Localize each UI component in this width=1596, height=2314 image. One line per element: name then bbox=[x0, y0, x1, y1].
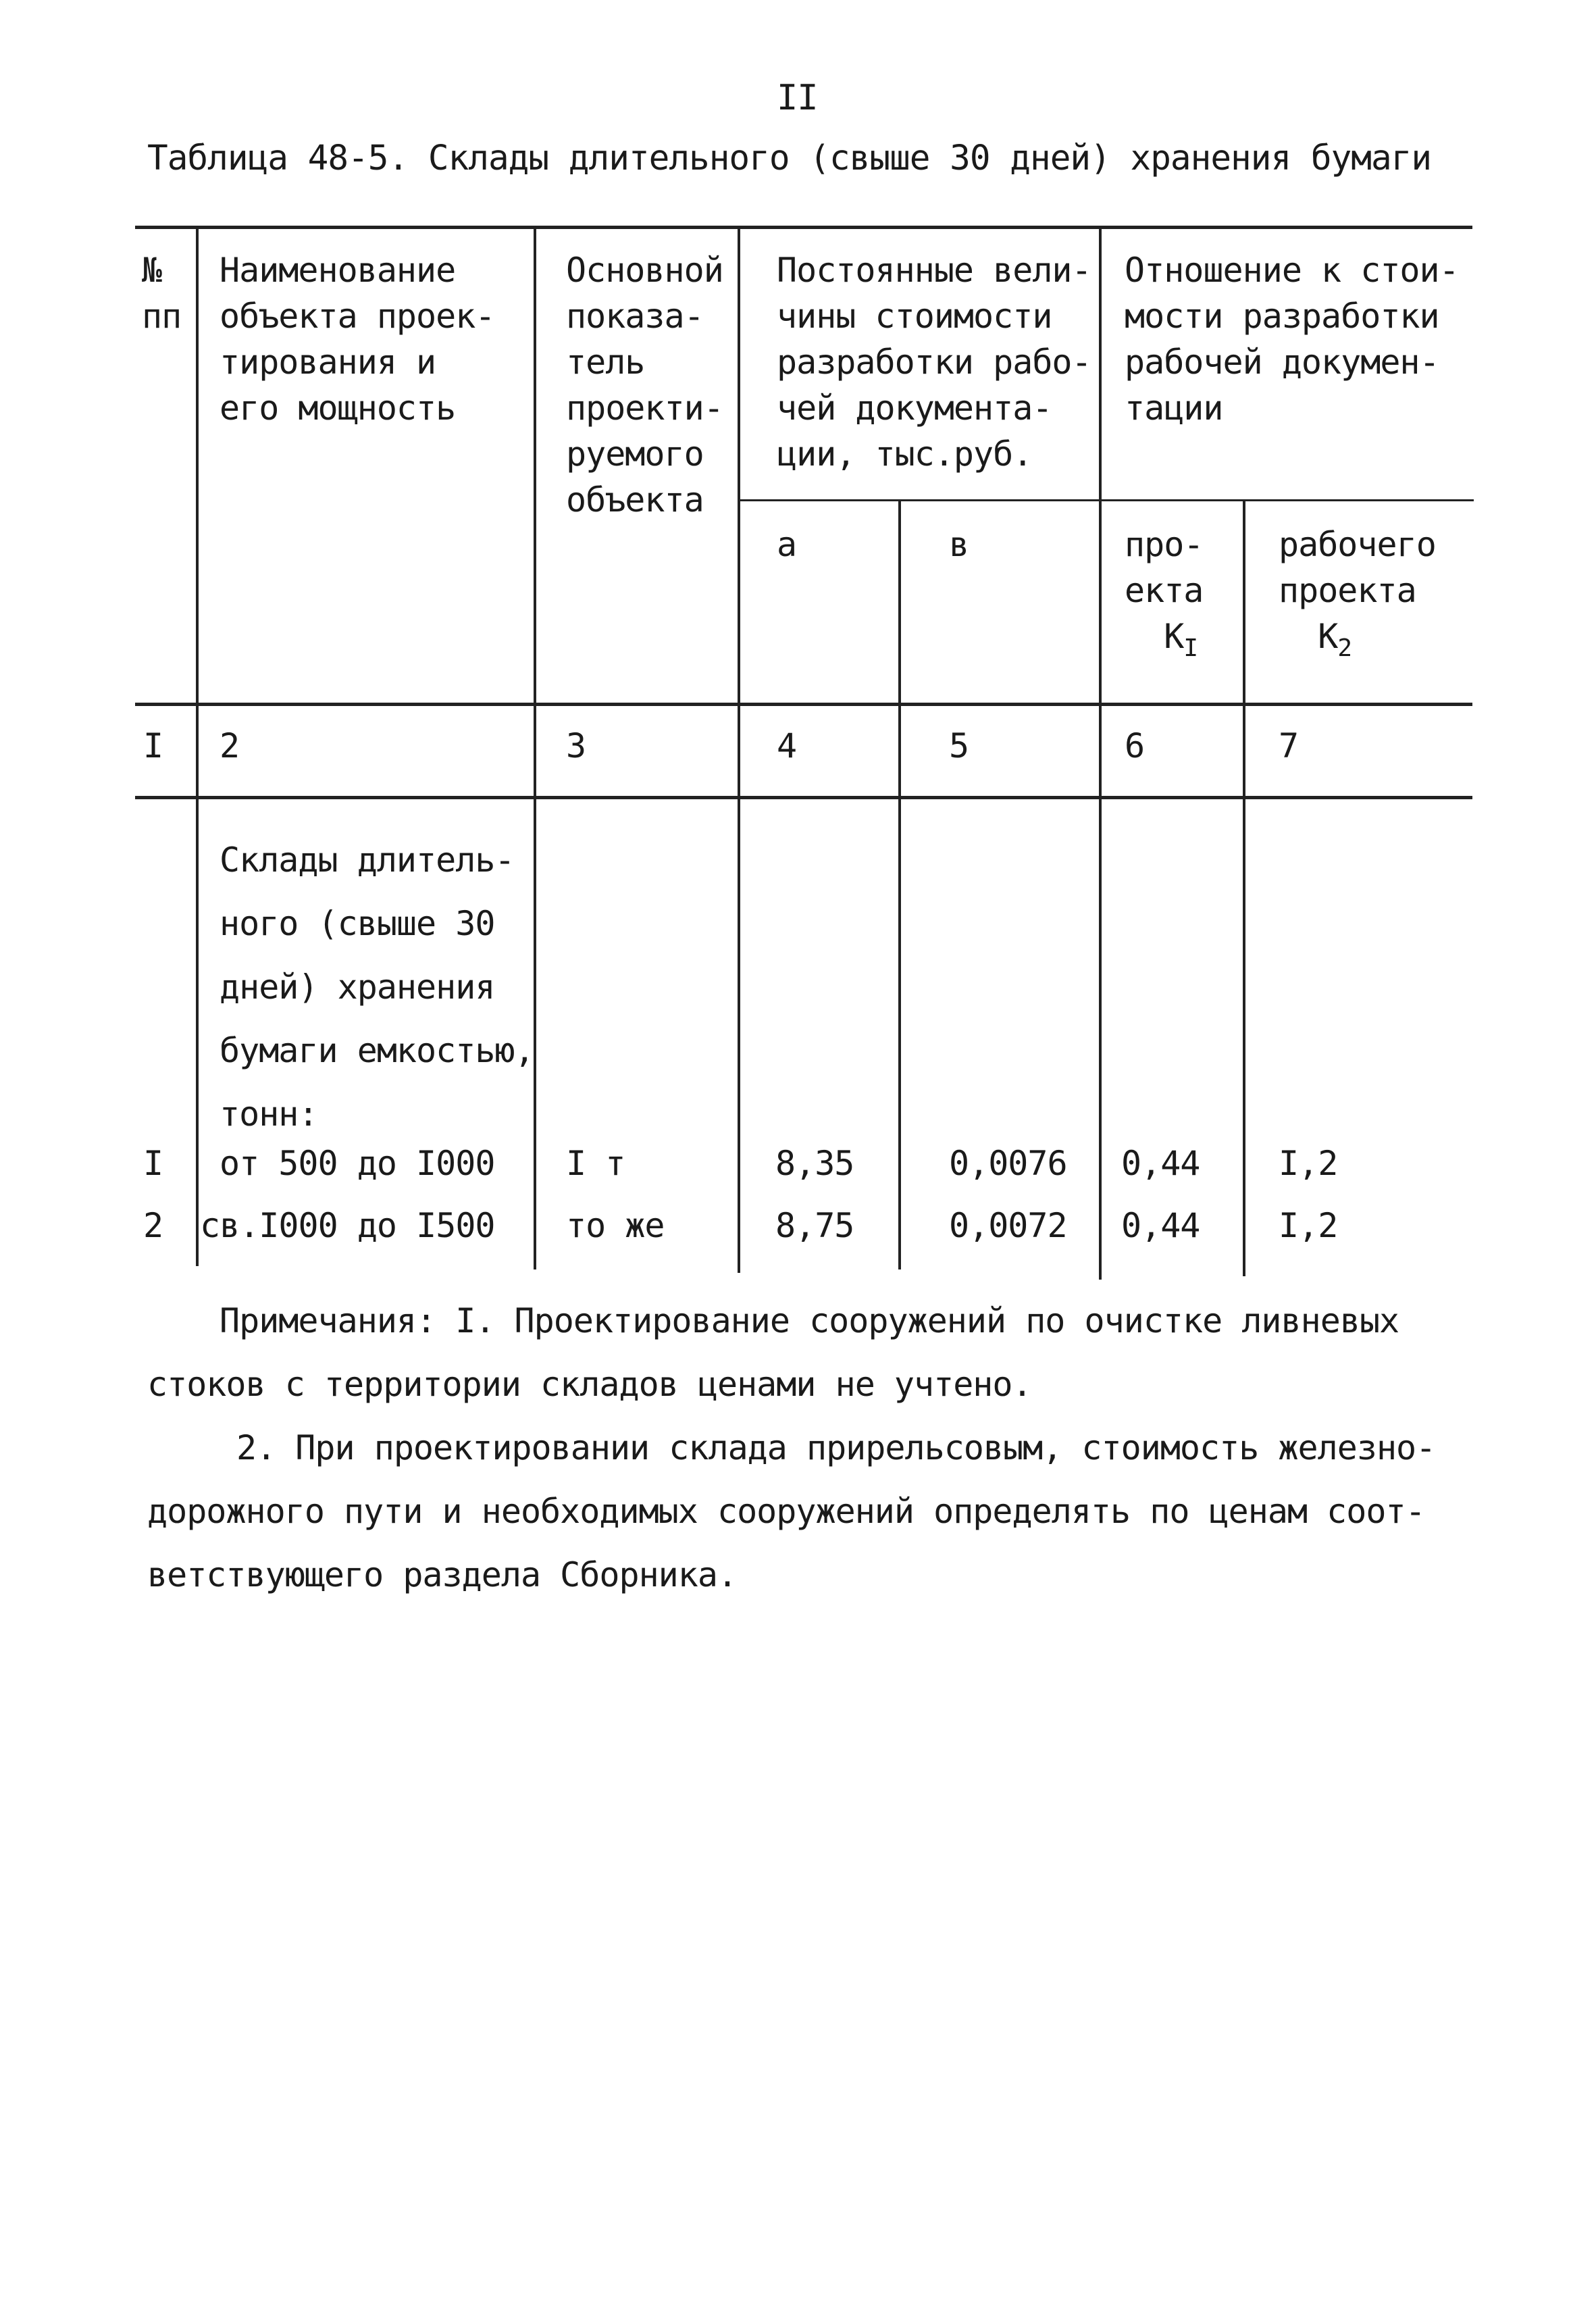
row1-k1: 0,44 bbox=[1121, 1144, 1200, 1183]
table-caption: Таблица 48-5. Склады длительного (свыше 30 дней) хранения бумаги bbox=[147, 139, 1432, 178]
row1-b: 0,0076 bbox=[949, 1144, 1067, 1183]
table-top-rule bbox=[135, 226, 1472, 229]
col-divider-3 bbox=[738, 226, 740, 1273]
colnum-3: 3 bbox=[566, 726, 586, 765]
colnum-1: I bbox=[143, 726, 163, 765]
header-subdivide-rule bbox=[738, 499, 1474, 501]
note-line-2: стоков с территории складов ценами не учтено. bbox=[147, 1365, 1032, 1404]
col-divider-6 bbox=[1243, 499, 1245, 1276]
row2-num: 2 bbox=[143, 1206, 163, 1245]
header-sub-a: а bbox=[777, 525, 797, 564]
note-line-3: 2. При проектировании склада прирельсовым, стоимость железно- bbox=[236, 1428, 1436, 1467]
colnum-5: 5 bbox=[949, 726, 969, 765]
col-divider-4 bbox=[898, 499, 901, 1269]
header-sub-k2: рабочего проекта $K_2$ bbox=[1279, 525, 1436, 662]
page-number: II bbox=[777, 78, 818, 118]
row2-indicator: то же bbox=[566, 1206, 665, 1245]
note-line-1: Примечания: I. Проектирование сооружений по очистке ливневых bbox=[220, 1301, 1399, 1340]
header-col-indicator: Основной показа- тель проекти- руемого объекта bbox=[566, 251, 723, 520]
header-col-ratio: Отношение к стои- мости разработки рабочей докумен- тации bbox=[1125, 251, 1459, 428]
colnum-bottom-rule bbox=[135, 796, 1472, 799]
row2-b: 0,0072 bbox=[949, 1206, 1067, 1245]
colnum-2: 2 bbox=[220, 726, 240, 765]
row1-a: 8,35 bbox=[775, 1144, 854, 1183]
row1-indicator: I т bbox=[566, 1144, 625, 1183]
col-divider-1 bbox=[196, 226, 199, 1266]
header-col-number: № пп bbox=[142, 251, 182, 336]
header-bottom-rule bbox=[135, 703, 1472, 706]
note-line-5: ветствующего раздела Сборника. bbox=[147, 1555, 738, 1594]
header-col-constants: Постоянные вели- чины стоимости разработки рабо- чей документа- ции, тыс.руб. bbox=[777, 251, 1091, 474]
row2-k2: I,2 bbox=[1279, 1206, 1338, 1245]
group-title: Склады длитель- ного (свыше 30 дней) хранения бумаги емкостью, тонн: bbox=[220, 840, 534, 1134]
row1-k2: I,2 bbox=[1279, 1144, 1338, 1183]
colnum-6: 6 bbox=[1125, 726, 1145, 765]
header-sub-b: в bbox=[949, 525, 969, 564]
colnum-4: 4 bbox=[777, 726, 797, 765]
col-divider-5 bbox=[1099, 226, 1102, 1280]
colnum-7: 7 bbox=[1279, 726, 1299, 765]
row2-name: св.I000 до I500 bbox=[200, 1206, 495, 1245]
header-col-name: Наименование объекта проек- тирования и его мощность bbox=[220, 251, 495, 428]
header-sub-k1: про- екта $K_I$ bbox=[1125, 525, 1204, 662]
row1-num: I bbox=[143, 1144, 163, 1183]
row2-k1: 0,44 bbox=[1121, 1206, 1200, 1245]
row2-a: 8,75 bbox=[775, 1206, 854, 1245]
note-line-4: дорожного пути и необходимых сооружений определять по ценам соот- bbox=[147, 1492, 1425, 1531]
row1-name: от 500 до I000 bbox=[220, 1144, 495, 1183]
